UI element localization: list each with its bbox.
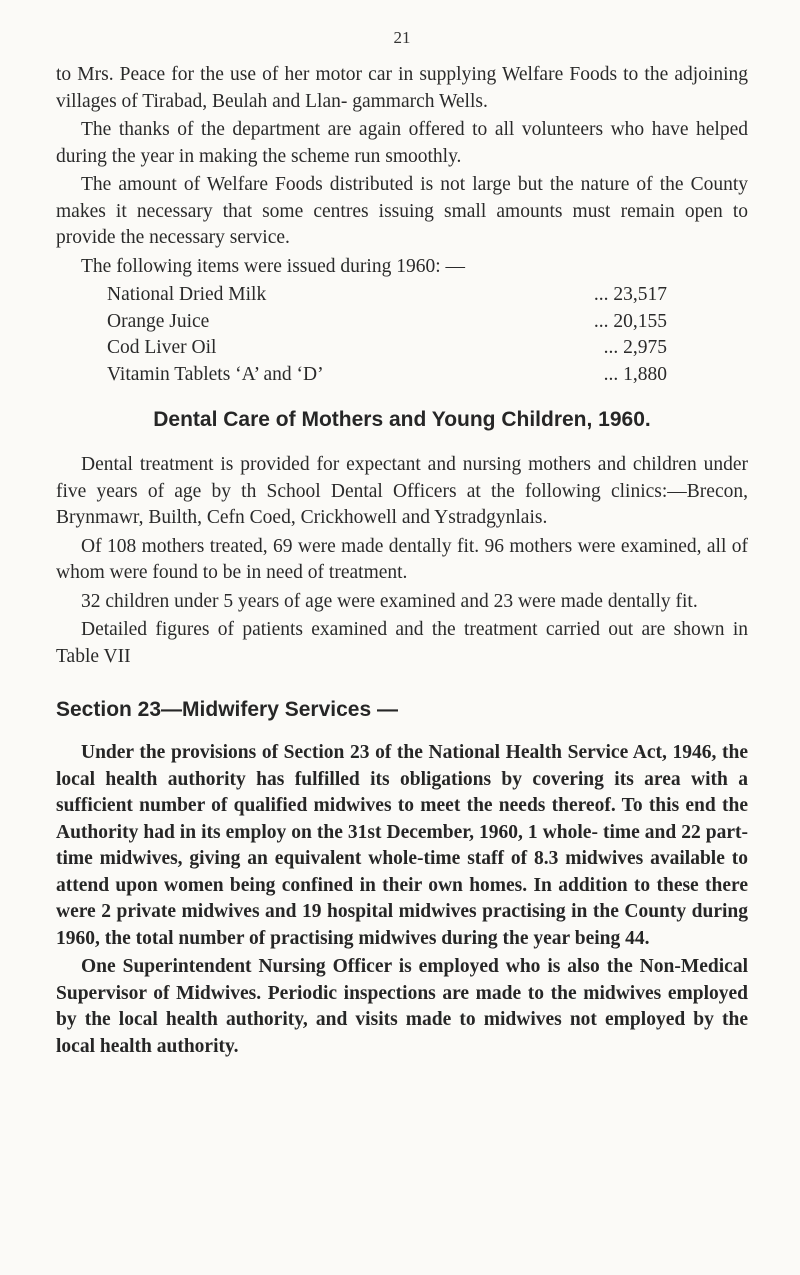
dental-paragraph-4: Detailed figures of patients examined and the treatment carried out are shown in Table VII	[56, 619, 748, 667]
dental-paragraph-3: 32 children under 5 years of age were examined and 23 were made dentally fit.	[81, 590, 698, 612]
dental-paragraph-1: Dental treatment is provided for expectant and nursing mothers and children under five years of age by th School Dental Officers at the following clinics:—Brecon, Brynmawr, Builth, Cefn Coed, Crickhowell and Ystradgynlais.	[56, 454, 748, 528]
list-item	[107, 309, 667, 336]
item-name: National Dried Milk	[107, 284, 267, 305]
page-number: 21	[393, 28, 411, 47]
midwifery-paragraph-2: One Superintendent Nursing Officer is employed who is also the Non-Medical Supervisor of Midwives. Periodic inspections are made to the midwives employed by the local health authority, and visits made to midwives not employed by the local health authority.	[56, 956, 748, 1057]
item-name: Vitamin Tablets ‘A’ and ‘D’	[107, 363, 324, 385]
midwifery-section-heading: Section 23—Midwifery Services —	[56, 698, 398, 721]
intro-paragraph-3: The amount of Welfare Foods distributed is not large but the nature of the County makes it necessary that some centres issuing small amounts must remain open to provide the necessary service.	[56, 174, 748, 248]
intro-paragraph-2: The thanks of the department are again offered to all volunteers who have helped during the year in making the scheme run smoothly.	[56, 119, 748, 167]
midwifery-paragraph-1: Under the provisions of Section 23 of the National Health Service Act, 1946, the local health authority has fulfilled its obligations by covering its area with a sufficient number of qualified midwives to meet the needs thereof. To this end the Authority had in its employ on the 31st December, 1960, 1 whole- time and 22 part-time midwives, giving an equivalent whole-time staff of 8.3 midwives available to attend upon women being confined in their own homes. In addition to these there were 2 private midwives and 19 hospital midwives practising in the County during 1960, the total number of practising midwives during the year being 44.	[56, 742, 748, 949]
dental-paragraph-2: Of 108 mothers treated, 69 were made dentally fit. 96 mothers were examined, all of whom were found to be in need of treatment.	[56, 535, 748, 583]
welfare-foods-list	[107, 282, 667, 388]
list-item	[107, 362, 667, 389]
item-quantity: ... 1,880	[603, 363, 667, 385]
list-item	[107, 335, 667, 362]
intro-paragraph-1: to Mrs. Peace for the use of her motor car in supplying Welfare Foods to the adjoining villages of Tirabad, Beulah and Llan- gammarch Wells.	[56, 64, 748, 112]
dental-care-heading: Dental Care of Mothers and Young Children, 1960.	[153, 408, 651, 431]
items-list-intro: The following items were issued during 1960: —	[81, 255, 465, 277]
item-name: Cod Liver Oil	[107, 337, 217, 358]
item-quantity: ... 2,975	[603, 337, 667, 358]
list-item	[107, 282, 667, 309]
item-quantity: ... 23,517	[593, 284, 667, 305]
item-name: Orange Juice	[107, 310, 210, 332]
item-quantity: ... 20,155	[593, 310, 667, 332]
